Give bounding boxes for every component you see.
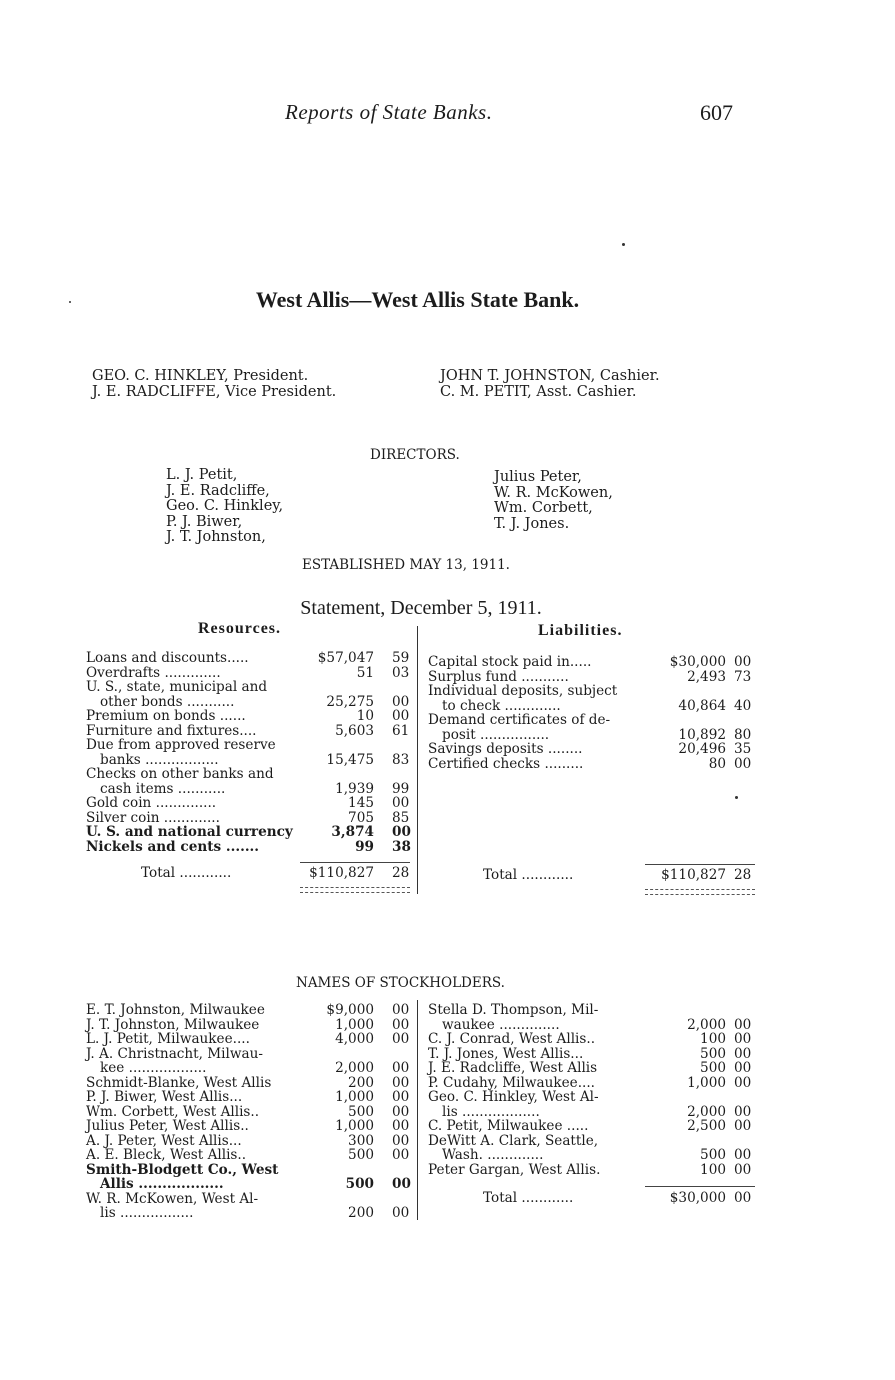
stockholder-row-label: Allis .................. — [100, 1176, 224, 1192]
total-label: Total ............ — [141, 865, 232, 881]
stockholder-row-label: L. J. Petit, Milwaukee.... — [86, 1031, 250, 1047]
total-row — [86, 866, 416, 881]
resource-row — [86, 796, 416, 811]
resource-row-label: Loans and discounts..... — [86, 650, 249, 666]
liability-row-cents: 00 — [734, 654, 752, 670]
total-amount: $110,827 — [309, 865, 374, 881]
stockholder-row-amount: 2,500 — [687, 1118, 726, 1134]
liability-row — [428, 713, 758, 728]
stockholder-row-label: P. Cudahy, Milwaukee.... — [428, 1074, 595, 1091]
total-rule — [645, 864, 755, 865]
stockholder-row-amount: 500 — [345, 1176, 374, 1192]
resource-row-amount: 3,874 — [331, 824, 374, 840]
resources-table — [86, 651, 416, 854]
resource-row — [86, 738, 416, 753]
resource-row-amount: 5,603 — [335, 722, 374, 739]
stockholder-row-cents: 00 — [734, 1118, 752, 1134]
stockholder-row-amount: 500 — [700, 1045, 726, 1062]
ink-speck — [69, 301, 71, 303]
liability-row-label: Capital stock paid in..... — [428, 654, 592, 670]
total-label: Total ............ — [483, 867, 574, 883]
stockholder-row-amount: 100 — [700, 1161, 726, 1178]
liabilities-table — [428, 655, 758, 771]
stockholder-row-cents: 00 — [734, 1031, 752, 1047]
column-divider — [417, 626, 418, 894]
stockholder-row-cents: 00 — [392, 1132, 410, 1149]
stockholder-row-label: waukee .............. — [442, 1016, 560, 1033]
resource-row-cents: 00 — [392, 795, 410, 811]
resource-row — [86, 782, 416, 797]
stockholder-row-cents: 00 — [392, 1060, 410, 1076]
liability-row-label: Savings deposits ........ — [428, 741, 583, 757]
stockholder-row-amount: 300 — [348, 1132, 374, 1149]
resource-row-cents: 00 — [392, 708, 410, 724]
stockholder-row-cents: 00 — [734, 1147, 752, 1163]
resource-row — [86, 709, 416, 724]
stockholder-row — [86, 1119, 416, 1134]
stockholder-row-label: lis ................. — [100, 1205, 194, 1221]
officer-president: GEO. C. HINKLEY, President. — [92, 368, 309, 384]
resource-row — [86, 753, 416, 768]
stockholder-row-label: P. J. Biwer, West Allis... — [86, 1089, 243, 1105]
directors-heading: DIRECTORS. — [370, 447, 460, 463]
page-number: 607 — [700, 100, 733, 125]
stockholder-row-label: kee .................. — [100, 1060, 207, 1076]
resource-row-label: Furniture and fixtures.... — [86, 722, 257, 739]
stockholder-row-cents: 00 — [392, 1103, 410, 1120]
stockholder-row — [86, 1003, 416, 1018]
resource-row-amount: 51 — [356, 664, 374, 681]
stockholder-row-label: J. T. Johnston, Milwaukee — [86, 1016, 260, 1033]
liability-row — [428, 757, 758, 772]
stockholder-row-label: Wash. ............. — [442, 1147, 544, 1163]
stockholder-row-amount: 1,000 — [687, 1074, 726, 1091]
resource-row-amount: 25,275 — [326, 693, 374, 710]
officers-right — [440, 368, 660, 400]
total-row — [428, 1191, 758, 1206]
liability-row-amount: 80 — [708, 755, 726, 772]
stockholder-row-cents: 00 — [392, 1176, 411, 1192]
resource-row-cents: 59 — [392, 650, 410, 666]
director-name: J. T. Johnston, — [166, 529, 266, 546]
stockholder-row — [86, 1192, 416, 1207]
resource-row-label: Silver coin ............. — [86, 809, 220, 826]
stockholder-row-cents: 00 — [392, 1147, 410, 1163]
stockholder-row-cents: 00 — [734, 1103, 752, 1120]
stockholder-row-label: A. E. Bleck, West Allis.. — [86, 1147, 247, 1163]
resource-row-amount: 15,475 — [326, 751, 374, 768]
stockholder-row-label: lis .................. — [442, 1103, 540, 1120]
resource-row-label: other bonds ........... — [100, 693, 235, 710]
stockholder-row — [86, 1018, 416, 1033]
stockholder-row — [428, 1032, 758, 1047]
total-label: Total ............ — [483, 1190, 574, 1206]
stockholder-row — [428, 1076, 758, 1091]
stockholder-row-label: J. E. Radcliffe, West Allis — [428, 1060, 598, 1076]
stockholder-row — [86, 1134, 416, 1149]
resource-row-label: Premium on bonds ...... — [86, 708, 246, 724]
officer-asst-cashier: C. M. PETIT, Asst. Cashier. — [440, 384, 637, 400]
stockholder-row — [428, 1105, 758, 1120]
stockholder-row-cents: 00 — [392, 1002, 410, 1018]
stockholder-row-label: W. R. McKowen, West Al- — [86, 1190, 259, 1207]
total-rule — [645, 1186, 755, 1187]
resource-row — [86, 651, 416, 666]
stockholder-row-amount: 500 — [348, 1147, 374, 1163]
stockholder-row-cents: 00 — [734, 1161, 752, 1178]
stockholder-row — [428, 1003, 758, 1018]
liability-row — [428, 699, 758, 714]
stockholder-row-label: Schmidt-Blanke, West Allis — [86, 1074, 272, 1091]
resource-row-amount: 99 — [355, 838, 374, 855]
director-name: Wm. Corbett, — [494, 500, 593, 517]
resource-row — [86, 724, 416, 739]
resource-row — [86, 767, 416, 782]
officer-vice-president: J. E. RADCLIFFE, Vice President. — [92, 384, 337, 400]
liability-row — [428, 684, 758, 699]
resources-heading: Resources. — [198, 620, 282, 637]
stockholders-left-table — [86, 1003, 416, 1221]
stockholder-row — [428, 1047, 758, 1062]
liability-row — [428, 655, 758, 670]
resource-row-amount: 10 — [356, 708, 374, 724]
stockholder-row-amount: 500 — [348, 1103, 374, 1120]
stockholder-row — [86, 1177, 416, 1192]
total-row — [428, 868, 758, 883]
stockholder-row — [428, 1061, 758, 1076]
director-name: Geo. C. Hinkley, — [166, 498, 284, 515]
stockholder-row-label: Julius Peter, West Allis.. — [86, 1118, 249, 1134]
stockholders-total-row — [428, 1191, 758, 1206]
liabilities-heading: Liabilities. — [538, 622, 623, 639]
stockholder-row-cents: 00 — [392, 1016, 410, 1033]
resource-row-amount: 705 — [348, 809, 374, 826]
stockholder-row-cents: 00 — [392, 1089, 410, 1105]
resource-row — [86, 825, 416, 840]
resource-row — [86, 811, 416, 826]
stockholder-row — [428, 1163, 758, 1178]
liability-row-label: Demand certificates of de- — [428, 712, 611, 728]
total-double-rule — [645, 894, 755, 895]
stockholders-heading: NAMES OF STOCKHOLDERS. — [296, 975, 505, 991]
liability-row-label: Individual deposits, subject — [428, 683, 618, 699]
stockholder-row — [86, 1032, 416, 1047]
column-divider — [417, 1000, 418, 1220]
resource-row-label: Nickels and cents ....... — [86, 838, 260, 855]
stockholder-row-amount: 2,000 — [335, 1060, 374, 1076]
director-name: T. J. Jones. — [494, 515, 570, 532]
resource-row-cents: 00 — [392, 824, 411, 840]
total-cents: 00 — [734, 1190, 752, 1206]
ink-speck — [622, 243, 625, 246]
stockholder-row-label: DeWitt A. Clark, Seattle, — [428, 1132, 599, 1149]
stockholder-row-amount: 100 — [700, 1031, 726, 1047]
stockholder-row — [428, 1148, 758, 1163]
resource-row-cents: 83 — [392, 751, 410, 768]
stockholders-right-table — [428, 1003, 758, 1177]
liabilities-total-row — [428, 868, 758, 883]
liability-row-amount: 2,493 — [687, 668, 726, 685]
stockholder-row-amount: 2,000 — [687, 1103, 726, 1120]
stockholder-row — [86, 1076, 416, 1091]
statement-title: Statement, December 5, 1911. — [300, 597, 542, 619]
director-name: Julius Peter, — [494, 469, 582, 485]
ink-speck — [735, 796, 738, 799]
stockholder-row-cents: 00 — [392, 1205, 410, 1221]
stockholder-row-label: Stella D. Thompson, Mil- — [428, 1002, 599, 1018]
stockholder-row-amount: 500 — [700, 1147, 726, 1163]
established-line: ESTABLISHED MAY 13, 1911. — [302, 557, 510, 573]
liability-row-amount: 40,864 — [678, 697, 726, 714]
resource-row-amount: 1,939 — [335, 780, 374, 797]
stockholder-row-amount: 1,000 — [335, 1016, 374, 1033]
liability-row-cents: 00 — [734, 755, 752, 772]
stockholder-row-cents: 00 — [734, 1045, 752, 1062]
stockholder-row-amount: 200 — [348, 1205, 374, 1221]
liability-row-label: to check ............. — [442, 697, 561, 714]
resource-row-amount: $57,047 — [317, 650, 374, 666]
running-title: Reports of State Banks. — [285, 100, 493, 124]
stockholder-row-label: E. T. Johnston, Milwaukee — [86, 1002, 265, 1018]
resource-row-label: Overdrafts ............. — [86, 664, 221, 681]
liability-row — [428, 742, 758, 757]
director-name: W. R. McKowen, — [494, 484, 613, 501]
liability-row-amount: 10,892 — [678, 726, 726, 743]
liability-row-cents: 40 — [734, 697, 752, 714]
stockholder-row-amount: 4,000 — [335, 1031, 374, 1047]
liability-row-label: Surplus fund ........... — [428, 668, 569, 685]
total-rule — [300, 862, 410, 863]
liability-row-amount: $30,000 — [669, 654, 726, 670]
stockholder-row-cents: 00 — [392, 1118, 410, 1134]
stockholder-row-amount: 1,000 — [335, 1089, 374, 1105]
liability-row-amount: 20,496 — [678, 741, 726, 757]
liability-row-cents: 73 — [734, 668, 752, 685]
stockholder-row-label: Geo. C. Hinkley, West Al- — [428, 1089, 599, 1105]
resources-total-row — [86, 866, 416, 881]
stockholder-row-cents: 00 — [392, 1031, 410, 1047]
bank-title: West Allis—West Allis State Bank. — [255, 287, 580, 312]
resource-row-cents: 38 — [392, 838, 411, 855]
stockholder-row — [86, 1105, 416, 1120]
director-name: L. J. Petit, — [166, 467, 238, 483]
liability-row-cents: 35 — [734, 741, 752, 757]
resource-row — [86, 695, 416, 710]
stockholder-row — [86, 1206, 416, 1221]
resource-row — [86, 666, 416, 681]
stockholder-row-label: Peter Gargan, West Allis. — [428, 1161, 601, 1178]
stockholder-row-cents: 00 — [734, 1016, 752, 1033]
stockholder-row-cents: 00 — [734, 1060, 752, 1076]
stockholder-row — [86, 1061, 416, 1076]
stockholder-row-amount: 1,000 — [335, 1118, 374, 1134]
stockholder-row — [428, 1119, 758, 1134]
stockholder-row — [428, 1018, 758, 1033]
officer-cashier: JOHN T. JOHNSTON, Cashier. — [440, 368, 660, 384]
stockholder-row — [86, 1148, 416, 1163]
liability-row — [428, 728, 758, 743]
officers-left — [92, 368, 336, 400]
stockholder-row — [86, 1163, 416, 1178]
stockholder-row-cents: 00 — [734, 1074, 752, 1091]
total-amount: $30,000 — [669, 1190, 726, 1206]
stockholder-row-amount: 200 — [348, 1074, 374, 1091]
resource-row-label: Due from approved reserve — [86, 737, 276, 753]
total-double-rule — [300, 892, 410, 893]
stockholder-row-label: Smith-Blodgett Co., West — [86, 1161, 279, 1178]
total-cents: 28 — [734, 867, 752, 883]
stockholder-row-label: T. J. Jones, West Allis... — [428, 1045, 584, 1062]
stockholder-row — [428, 1090, 758, 1105]
resource-row-label: Checks on other banks and — [86, 766, 274, 782]
resource-row-cents: 99 — [392, 780, 410, 797]
stockholder-row-label: A. J. Peter, West Allis... — [86, 1132, 242, 1149]
resource-row-cents: 00 — [392, 693, 410, 710]
stockholder-row-cents: 00 — [392, 1074, 410, 1091]
total-amount: $110,827 — [661, 867, 726, 883]
total-cents: 28 — [392, 865, 410, 881]
total-double-rule — [645, 889, 755, 890]
stockholder-row-amount: 500 — [700, 1060, 726, 1076]
resource-row-label: banks ................. — [100, 751, 219, 768]
resource-row-amount: 145 — [348, 795, 374, 811]
stockholder-row-label: Wm. Corbett, West Allis.. — [86, 1103, 260, 1120]
resource-row-label: Gold coin .............. — [86, 795, 217, 811]
resource-row — [86, 840, 416, 855]
resource-row-label: cash items ........... — [100, 780, 226, 797]
stockholder-row — [86, 1047, 416, 1062]
total-double-rule — [300, 887, 410, 888]
resource-row — [86, 680, 416, 695]
liability-row-label: Certified checks ......... — [428, 755, 584, 772]
resource-row-cents: 85 — [392, 809, 410, 826]
stockholder-row-label: J. A. Christnacht, Milwau- — [86, 1045, 263, 1062]
resource-row-cents: 61 — [392, 722, 410, 739]
director-name: P. J. Biwer, — [166, 513, 243, 530]
liability-row-cents: 80 — [734, 726, 752, 743]
resource-row-cents: 03 — [392, 664, 410, 681]
director-name: J. E. Radcliffe, — [166, 482, 270, 499]
liability-row-label: posit ................ — [442, 726, 550, 743]
stockholder-row-label: C. J. Conrad, West Allis.. — [428, 1031, 596, 1047]
liability-row — [428, 670, 758, 685]
directors-left — [166, 468, 283, 546]
resource-row-label: U. S., state, municipal and — [86, 679, 268, 695]
stockholder-row-amount: $9,000 — [326, 1002, 374, 1018]
resource-row-label: U. S. and national currency — [86, 824, 293, 840]
stockholder-row — [428, 1134, 758, 1149]
stockholder-row-amount: 2,000 — [687, 1016, 726, 1033]
stockholder-row — [86, 1090, 416, 1105]
directors-right — [494, 470, 613, 532]
stockholder-row-label: C. Petit, Milwaukee ..... — [428, 1118, 589, 1134]
